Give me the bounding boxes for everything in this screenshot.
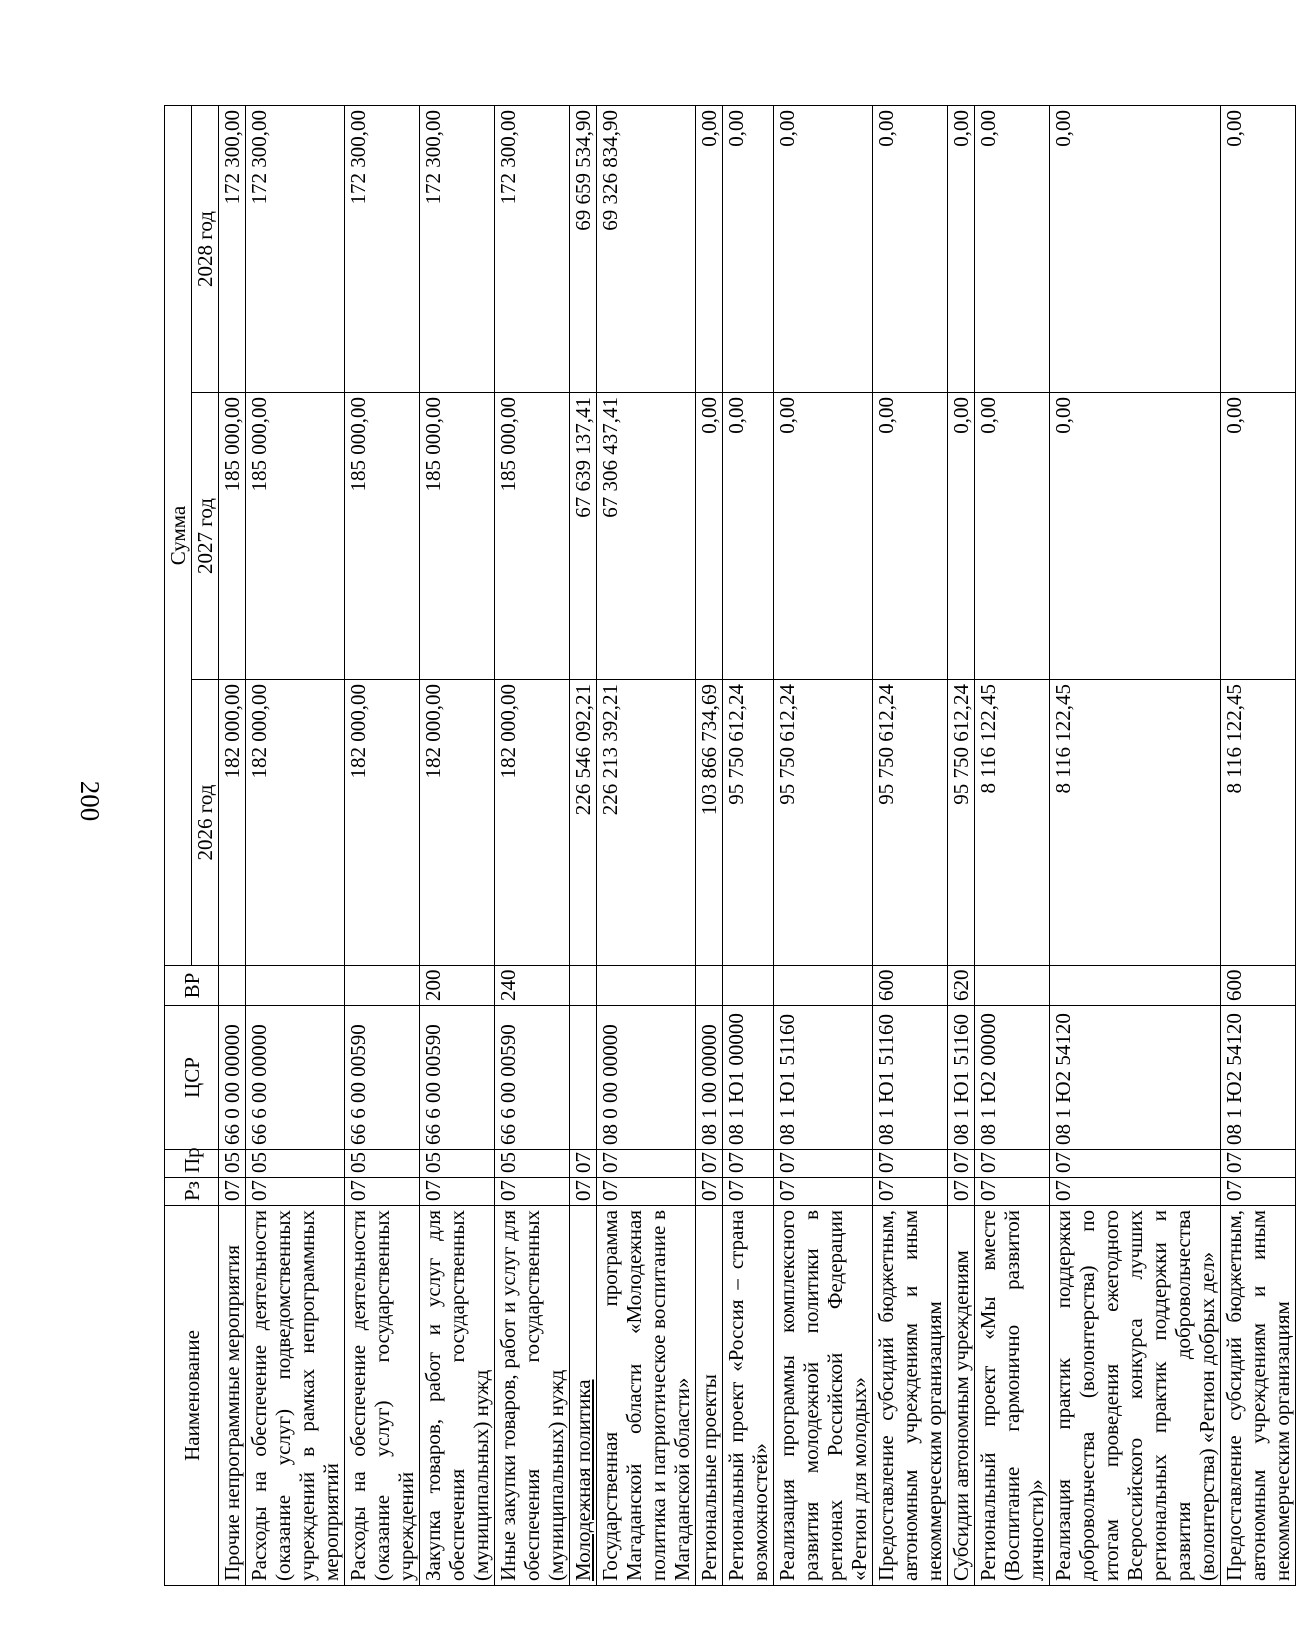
row-sum-2027: 0,00: [873, 393, 948, 680]
row-rz: 07: [1050, 1178, 1221, 1206]
row-name: Предоставление субсидий бюджетным, автономным учреждениям и иным некоммерческим организациям: [1221, 1206, 1296, 1586]
row-sum-2027: 185 000,00: [345, 393, 420, 680]
row-sum-2027: 0,00: [948, 393, 975, 680]
row-sum-2026: 226 213 392,21: [597, 680, 696, 966]
row-sum-2028: 0,00: [696, 105, 723, 392]
row-vr: [975, 966, 1050, 1006]
header-2028: 2028 год: [192, 105, 219, 392]
row-name: Молодежная политика: [570, 1206, 597, 1586]
table-row: [975, 105, 1050, 1585]
row-rz: 07: [345, 1178, 420, 1206]
header-pr: Пр: [165, 1150, 219, 1178]
table-row: [420, 105, 495, 1585]
row-sum-2026: 95 750 612,24: [948, 680, 975, 966]
row-pr: 05: [219, 1150, 246, 1178]
row-sum-2028: 0,00: [1221, 105, 1296, 392]
row-name: Прочие непрограммные мероприятия: [219, 1206, 246, 1586]
row-pr: 05: [246, 1150, 345, 1178]
row-rz: 07: [597, 1178, 696, 1206]
header-name: Наименование: [165, 1206, 219, 1586]
row-sum-2026: 182 000,00: [219, 680, 246, 966]
row-name: Реализация программы комплексного развития молодежной политики в регионах Российской Федерации «Регион для молодых»: [774, 1206, 873, 1586]
row-name: Региональные проекты: [696, 1206, 723, 1586]
row-name: Расходы на обеспечение деятельности (оказание услуг) государственных учреждений: [345, 1206, 420, 1586]
row-sum-2027: 0,00: [696, 393, 723, 680]
row-name: Иные закупки товаров, работ и услуг для обеспечения государственных (муниципальных) нужд: [495, 1206, 570, 1586]
table-row: [597, 105, 696, 1585]
row-pr: 07: [597, 1150, 696, 1178]
row-sum-2027: 185 000,00: [246, 393, 345, 680]
row-csr: 08 1 Ю1 00000: [723, 1006, 774, 1150]
row-rz: 07: [1221, 1178, 1296, 1206]
row-sum-2028: 69 326 834,90: [597, 105, 696, 392]
table-row: [219, 105, 246, 1585]
row-sum-2026: 95 750 612,24: [723, 680, 774, 966]
row-pr: 05: [495, 1150, 570, 1178]
row-sum-2026: 8 116 122,45: [975, 680, 1050, 966]
row-pr: 07: [1221, 1150, 1296, 1178]
table-row: [723, 105, 774, 1585]
row-sum-2028: 0,00: [774, 105, 873, 392]
header-vr: ВР: [165, 966, 219, 1006]
row-vr: [246, 966, 345, 1006]
row-pr: 07: [723, 1150, 774, 1178]
row-rz: 07: [420, 1178, 495, 1206]
table-row: [948, 105, 975, 1585]
row-sum-2026: 182 000,00: [345, 680, 420, 966]
row-sum-2027: 185 000,00: [495, 393, 570, 680]
row-sum-2027: 0,00: [975, 393, 1050, 680]
row-name: Реализация практик поддержки добровольчества (волонтерства) по итогам проведения ежегодного Всероссийского конкурса лучших региональных практик поддержки и развития добровольчества (волонтерства) «Регион добрых дел»: [1050, 1206, 1221, 1586]
row-rz: 07: [948, 1178, 975, 1206]
row-csr: 08 1 Ю2 54120: [1050, 1006, 1221, 1150]
row-sum-2026: 182 000,00: [246, 680, 345, 966]
row-name: Закупка товаров, работ и услуг для обеспечения государственных (муниципальных) нужд: [420, 1206, 495, 1586]
row-csr: 08 1 Ю2 00000: [975, 1006, 1050, 1150]
row-csr: 66 0 00 00000: [219, 1006, 246, 1150]
table-row: [873, 105, 948, 1585]
row-sum-2026: 95 750 612,24: [873, 680, 948, 966]
page-number: 200: [75, 780, 105, 822]
row-sum-2027: 185 000,00: [420, 393, 495, 680]
row-name: Государственная программа Магаданской области «Молодежная политика и патриотическое воспитание в Магаданской области»: [597, 1206, 696, 1586]
row-sum-2026: 8 116 122,45: [1050, 680, 1221, 966]
row-rz: 07: [495, 1178, 570, 1206]
row-rz: 07: [975, 1178, 1050, 1206]
row-csr: 08 1 Ю1 51160: [774, 1006, 873, 1150]
row-sum-2027: 0,00: [723, 393, 774, 680]
row-pr: 07: [873, 1150, 948, 1178]
row-sum-2027: 0,00: [774, 393, 873, 680]
row-rz: 07: [219, 1178, 246, 1206]
row-pr: 07: [1050, 1150, 1221, 1178]
row-csr: 08 1 00 00000: [696, 1006, 723, 1150]
row-sum-2026: 103 866 734,69: [696, 680, 723, 966]
row-sum-2027: 0,00: [1221, 393, 1296, 680]
row-csr: 66 6 00 00000: [246, 1006, 345, 1150]
table-row: [1050, 105, 1221, 1585]
row-csr: [570, 1006, 597, 1150]
table-row: [696, 105, 723, 1585]
row-vr: [723, 966, 774, 1006]
row-sum-2026: 226 546 092,21: [570, 680, 597, 966]
row-name: Региональный проект «Россия – страна возможностей»: [723, 1206, 774, 1586]
row-vr: [219, 966, 246, 1006]
table-row: [570, 105, 597, 1585]
row-rz: 07: [723, 1178, 774, 1206]
row-sum-2026: 182 000,00: [495, 680, 570, 966]
row-rz: 07: [246, 1178, 345, 1206]
row-name: Региональный проект «Мы вместе (Воспитание гармонично развитой личности)»: [975, 1206, 1050, 1586]
row-sum-2027: 67 639 137,41: [570, 393, 597, 680]
header-csr: ЦСР: [165, 1006, 219, 1150]
row-sum-2028: 172 300,00: [219, 105, 246, 392]
row-sum-2028: 0,00: [723, 105, 774, 392]
header-2027: 2027 год: [192, 393, 219, 680]
row-sum-2028: 172 300,00: [495, 105, 570, 392]
row-csr: 66 6 00 00590: [495, 1006, 570, 1150]
row-vr: [345, 966, 420, 1006]
row-sum-2026: 95 750 612,24: [774, 680, 873, 966]
row-vr: 600: [873, 966, 948, 1006]
row-vr: [774, 966, 873, 1006]
row-sum-2027: 67 306 437,41: [597, 393, 696, 680]
row-sum-2028: 172 300,00: [345, 105, 420, 392]
row-rz: 07: [873, 1178, 948, 1206]
row-sum-2027: 185 000,00: [219, 393, 246, 680]
row-sum-2028: 0,00: [948, 105, 975, 392]
table-row: [495, 105, 570, 1585]
row-name: Расходы на обеспечение деятельности (оказание услуг) подведомственных учреждений в рамках непрограммных мероприятий: [246, 1206, 345, 1586]
row-vr: 240: [495, 966, 570, 1006]
header-2026: 2026 год: [192, 680, 219, 966]
header-rz: Рз: [165, 1178, 219, 1206]
table-body: [219, 105, 1296, 1585]
row-pr: 07: [696, 1150, 723, 1178]
header-sum: Сумма: [165, 105, 192, 965]
row-pr: 07: [570, 1150, 597, 1178]
row-pr: 07: [948, 1150, 975, 1178]
row-vr: [597, 966, 696, 1006]
row-sum-2026: 8 116 122,45: [1221, 680, 1296, 966]
row-name: Предоставление субсидий бюджетным, автономным учреждениям и иным некоммерческим организациям: [873, 1206, 948, 1586]
row-vr: 620: [948, 966, 975, 1006]
row-sum-2028: 0,00: [975, 105, 1050, 392]
row-rz: 07: [570, 1178, 597, 1206]
row-csr: 66 6 00 00590: [420, 1006, 495, 1150]
row-csr: 08 1 Ю1 51160: [873, 1006, 948, 1150]
row-pr: 05: [345, 1150, 420, 1178]
row-sum-2028: 172 300,00: [246, 105, 345, 392]
table-row: [246, 105, 345, 1585]
row-pr: 05: [420, 1150, 495, 1178]
table-row: [774, 105, 873, 1585]
row-csr: 66 6 00 00590: [345, 1006, 420, 1150]
row-sum-2028: 0,00: [873, 105, 948, 392]
row-name: Субсидии автономным учреждениям: [948, 1206, 975, 1586]
row-csr: 08 1 Ю1 51160: [948, 1006, 975, 1150]
row-csr: 08 1 Ю2 54120: [1221, 1006, 1296, 1150]
row-sum-2027: 0,00: [1050, 393, 1221, 680]
table-row: [1221, 105, 1296, 1585]
row-vr: [570, 966, 597, 1006]
row-rz: 07: [774, 1178, 873, 1206]
rotated-table-container: [164, 106, 1294, 1586]
row-vr: [1050, 966, 1221, 1006]
row-vr: 600: [1221, 966, 1296, 1006]
row-sum-2028: 0,00: [1050, 105, 1221, 392]
budget-table: [164, 105, 1296, 1586]
table-row: [345, 105, 420, 1585]
row-pr: 07: [975, 1150, 1050, 1178]
row-csr: 08 0 00 00000: [597, 1006, 696, 1150]
row-vr: [696, 966, 723, 1006]
row-sum-2026: 182 000,00: [420, 680, 495, 966]
row-rz: 07: [696, 1178, 723, 1206]
row-sum-2028: 69 659 534,90: [570, 105, 597, 392]
row-vr: 200: [420, 966, 495, 1006]
row-pr: 07: [774, 1150, 873, 1178]
row-sum-2028: 172 300,00: [420, 105, 495, 392]
